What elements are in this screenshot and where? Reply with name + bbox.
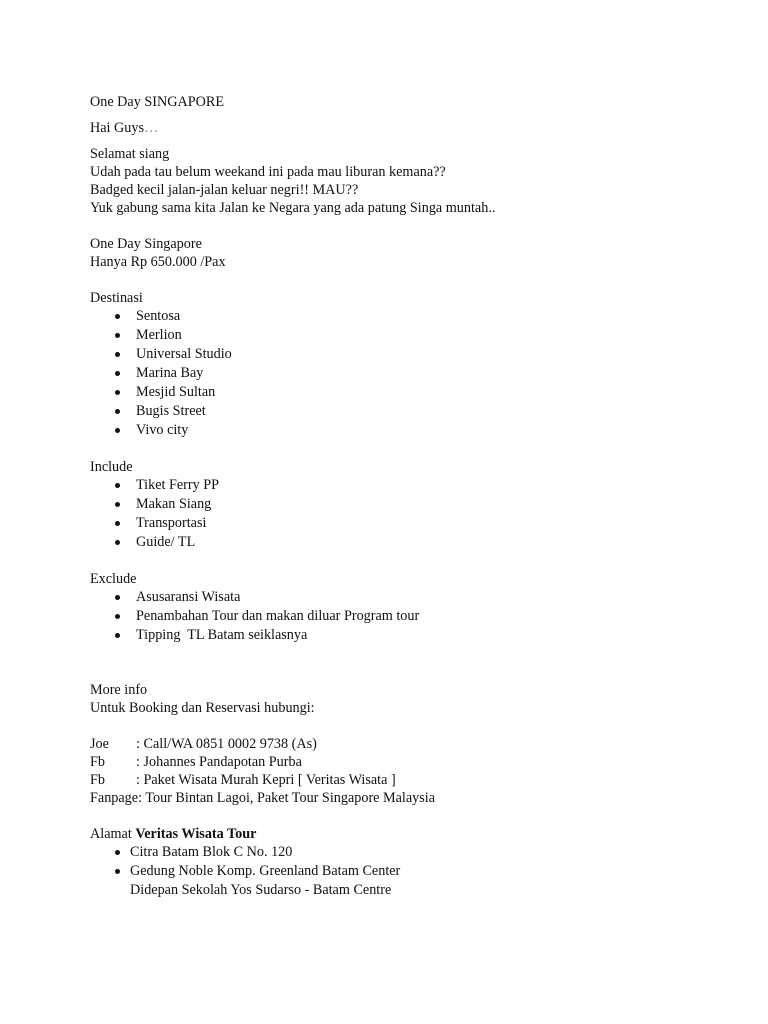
contact-value: : Johannes Pandapotan Purba — [136, 754, 302, 770]
address-list — [90, 843, 730, 881]
bullet-icon — [115, 428, 120, 433]
address-continuation: Didepan Sekolah Yos Sudarso - Batam Centre — [130, 882, 392, 898]
contact-row — [90, 753, 730, 771]
list-item-label: Merlion — [136, 327, 182, 343]
contact-list — [90, 735, 730, 789]
bullet-icon — [115, 614, 120, 619]
list-item-label: Bugis Street — [136, 403, 206, 419]
list-item — [90, 626, 730, 645]
list-item — [90, 588, 730, 607]
list-item-label: Universal Studio — [136, 346, 232, 362]
list-item-label: Gedung Noble Komp. Greenland Batam Center — [130, 863, 401, 879]
bullet-icon — [115, 540, 120, 545]
list-item-label: Penambahan Tour dan makan diluar Program tour — [136, 608, 420, 624]
document-page — [90, 93, 730, 899]
contact-label: Joe — [90, 736, 109, 752]
destinations-heading: Destinasi — [90, 290, 143, 306]
list-item-label: Mesjid Sultan — [136, 384, 216, 400]
intro-line: Udah pada tau belum weekand ini pada mau liburan kemana?? — [90, 164, 446, 180]
list-item — [90, 421, 730, 440]
greeting-text: Hai Guys — [90, 120, 144, 136]
bullet-icon — [115, 633, 120, 638]
list-item — [90, 862, 730, 881]
list-item — [90, 307, 730, 326]
contact-row — [90, 735, 730, 753]
exclude-list — [90, 588, 730, 645]
booking-text: Untuk Booking dan Reservasi hubungi: — [90, 700, 315, 716]
list-item — [90, 533, 730, 552]
list-item-label: Tiket Ferry PP — [136, 477, 220, 493]
address-heading — [90, 825, 730, 843]
list-item — [90, 843, 730, 862]
list-item — [90, 514, 730, 533]
document-title: One Day SINGAPORE — [90, 94, 224, 110]
contact-value: : Paket Wisata Murah Kepri [ Veritas Wisata ] — [136, 772, 396, 788]
list-item-label: Tipping TL Batam seiklasnya — [136, 627, 308, 643]
bullet-icon — [115, 502, 120, 507]
list-item — [90, 476, 730, 495]
bullet-icon — [115, 390, 120, 395]
list-item — [90, 345, 730, 364]
intro-line: Badged kecil jalan-jalan keluar negri!! MAU?? — [90, 182, 359, 198]
list-item — [90, 326, 730, 345]
list-item-label: Transportasi — [136, 515, 207, 531]
intro-line: Selamat siang — [90, 146, 170, 162]
bullet-icon — [115, 595, 120, 600]
list-item-label: Citra Batam Blok C No. 120 — [130, 844, 293, 860]
bullet-icon — [115, 333, 120, 338]
bullet-icon — [115, 850, 120, 855]
list-item-label: Vivo city — [136, 422, 189, 438]
list-item-label: Asusaransi Wisata — [136, 589, 241, 605]
more-info-heading: More info — [90, 682, 148, 698]
package-price: Hanya Rp 650.000 /Pax — [90, 254, 226, 270]
bullet-icon — [115, 352, 120, 357]
list-item — [90, 495, 730, 514]
list-item-label: Guide/ TL — [136, 534, 196, 550]
contact-row — [90, 771, 730, 789]
list-item — [90, 402, 730, 421]
bullet-icon — [115, 409, 120, 414]
list-item-label: Sentosa — [136, 308, 181, 324]
list-item — [90, 383, 730, 402]
list-item — [90, 364, 730, 383]
contact-value: : Call/WA 0851 0002 9738 (As) — [136, 736, 317, 752]
bullet-icon — [115, 371, 120, 376]
include-heading: Include — [90, 459, 133, 475]
include-list — [90, 476, 730, 552]
bullet-icon — [115, 869, 120, 874]
package-name: One Day Singapore — [90, 236, 202, 252]
company-name: Veritas Wisata Tour — [135, 826, 257, 842]
list-item-label: Makan Siang — [136, 496, 212, 512]
contact-label: Fb — [90, 754, 105, 770]
list-item-label: Marina Bay — [136, 365, 204, 381]
intro-paragraph — [90, 145, 730, 217]
greeting-ellipsis: … — [144, 120, 159, 136]
bullet-icon — [115, 314, 120, 319]
list-item — [90, 607, 730, 626]
bullet-icon — [115, 483, 120, 488]
bullet-icon — [115, 521, 120, 526]
destinations-list — [90, 307, 730, 440]
contact-label: Fb — [90, 772, 105, 788]
exclude-heading: Exclude — [90, 571, 137, 587]
intro-line: Yuk gabung sama kita Jalan ke Negara yang ada patung Singa muntah.. — [90, 200, 496, 216]
fanpage-text: Fanpage: Tour Bintan Lagoi, Paket Tour Singapore Malaysia — [90, 790, 436, 806]
address-label: Alamat — [90, 826, 136, 842]
greeting — [90, 119, 730, 137]
